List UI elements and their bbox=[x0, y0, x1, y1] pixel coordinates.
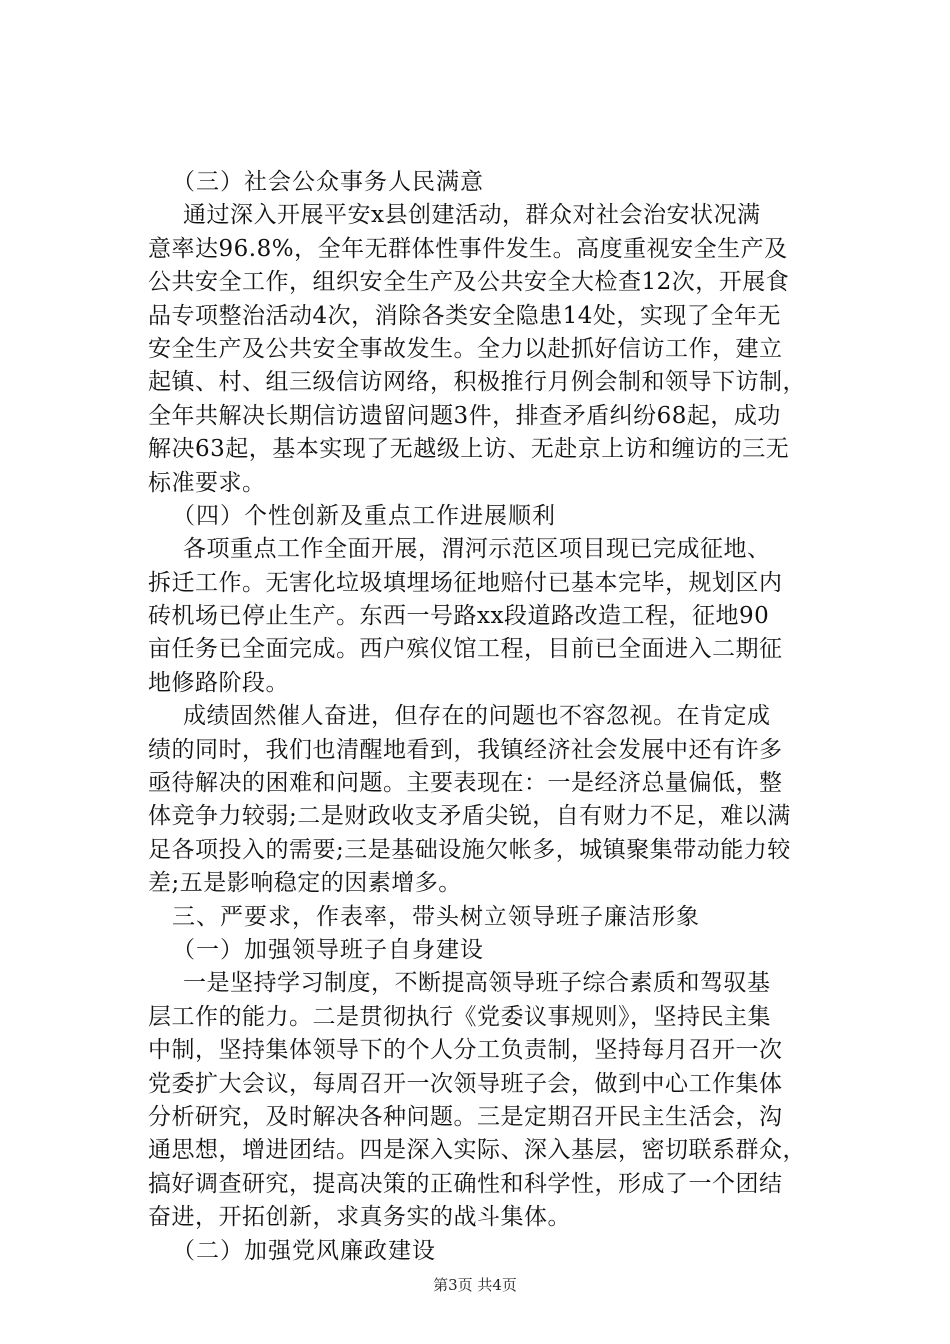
paragraph-line: 公共安全工作，组织安全生产及公共安全大检查12次，开展食 bbox=[148, 269, 790, 296]
paragraph-line: 标准要求。 bbox=[148, 469, 266, 496]
paragraph-line: 地修路阶段。 bbox=[148, 669, 289, 696]
paragraph-line: 意率达96.8%，全年无群体性事件发生。高度重视安全生产及 bbox=[148, 235, 788, 262]
paragraph-line: 品专项整治活动4次，消除各类安全隐患14处，实现了全年无 bbox=[148, 302, 781, 329]
paragraph-line: 各项重点工作全面开展，渭河示范区项目现已完成征地、 bbox=[183, 536, 771, 563]
section-heading: （二）加强党风廉政建设 bbox=[172, 1237, 436, 1264]
paragraph-line: 差;五是影响稳定的因素增多。 bbox=[148, 870, 462, 897]
paragraph-line: 全年共解决长期信访遗留问题3件，排查矛盾纠纷68起，成功 bbox=[148, 402, 781, 429]
paragraph-line: 分析研究，及时解决各种问题。三是定期召开民主生活会，沟 bbox=[148, 1103, 783, 1130]
paragraph-line: 搞好调查研究，提高决策的正确性和科学性，形成了一个团结 bbox=[148, 1170, 783, 1197]
paragraph-line: 一是坚持学习制度，不断提高领导班子综合素质和驾驭基 bbox=[183, 970, 771, 997]
paragraph-line: 亩任务已全面完成。西户殡仪馆工程，目前已全面进入二期征 bbox=[148, 636, 783, 663]
chapter-heading: 三、严要求，作表率，带头树立领导班子廉洁形象 bbox=[172, 903, 700, 930]
paragraph-line: 绩的同时，我们也清醒地看到，我镇经济社会发展中还有许多 bbox=[148, 736, 783, 763]
paragraph-line: 通过深入开展平安x县创建活动，群众对社会治安状况满 bbox=[183, 202, 761, 229]
paragraph-line: 通思想，增进团结。四是深入实际、深入基层，密切联系群众， bbox=[148, 1137, 806, 1164]
section-heading: （一）加强领导班子自身建设 bbox=[172, 936, 484, 963]
section-heading: （三）社会公众事务人民满意 bbox=[172, 169, 484, 195]
paragraph-line: 体竞争力较弱;二是财政收支矛盾尖锐，自有财力不足，难以满 bbox=[148, 803, 791, 830]
document-body bbox=[148, 166, 828, 1268]
section-heading: （四）个性创新及重点工作进展顺利 bbox=[172, 502, 556, 529]
paragraph-line: 安全生产及公共安全事故发生。全力以赴抓好信访工作，建立 bbox=[148, 335, 783, 362]
paragraph-line: 党委扩大会议，每周召开一次领导班子会，做到中心工作集体 bbox=[148, 1070, 783, 1097]
paragraph-line: 亟待解决的困难和问题。主要表现在：一是经济总量偏低，整 bbox=[148, 770, 783, 797]
paragraph-line: 拆迁工作。无害化垃圾填埋场征地赔付已基本完毕，规划区内 bbox=[148, 569, 783, 596]
paragraph-line: 足各项投入的需要;三是基础设施欠帐多，城镇聚集带动能力较 bbox=[148, 836, 791, 863]
paragraph-line: 层工作的能力。二是贯彻执行《党委议事规则》，坚持民主集 bbox=[148, 1003, 771, 1030]
paragraph-line: 中制，坚持集体领导下的个人分工负责制，坚持每月召开一次 bbox=[148, 1037, 783, 1064]
paragraph-line: 起镇、村、组三级信访网络，积极推行月例会制和领导下访制， bbox=[148, 369, 806, 396]
paragraph-line: 成绩固然催人奋进，但存在的问题也不容忽视。在肯定成 bbox=[183, 703, 771, 730]
paragraph-line: 解决63起，基本实现了无越级上访、无赴京上访和缠访的三无 bbox=[148, 436, 790, 463]
paragraph-line: 奋进，开拓创新，求真务实的战斗集体。 bbox=[148, 1204, 571, 1231]
page-number-footer: 第3页 共4页 bbox=[433, 1276, 517, 1294]
paragraph-line: 砖机场已停止生产。东西一号路xx段道路改造工程，征地90 bbox=[148, 603, 770, 630]
